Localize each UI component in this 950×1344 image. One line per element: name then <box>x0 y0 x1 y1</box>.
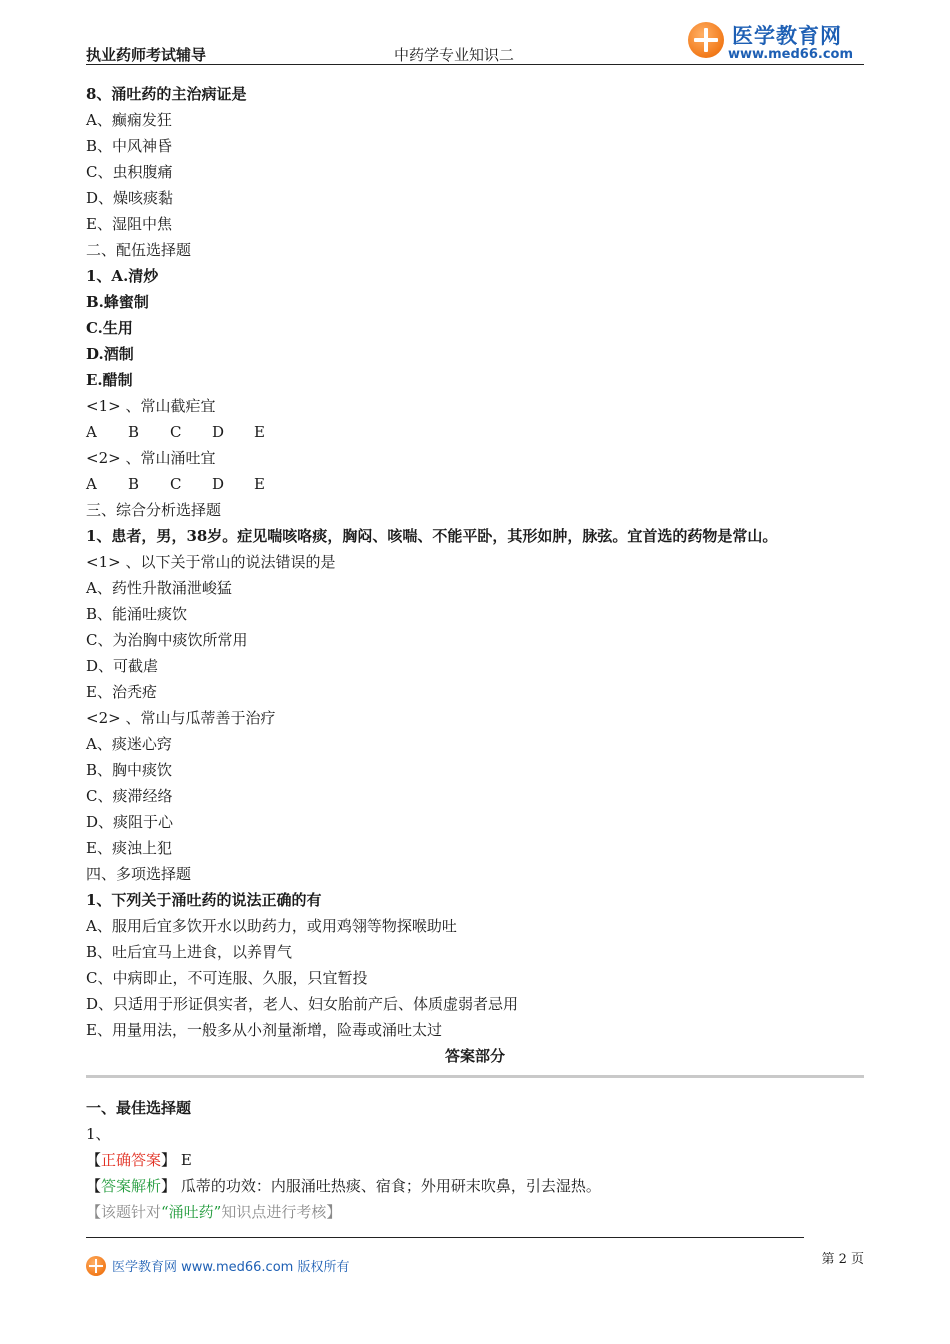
case-sub2-option-c: C、痰滞经络 <box>86 787 173 805</box>
match-choice-a: 1、A.清炒 <box>86 267 159 285</box>
answer-analysis-row <box>86 1173 864 1199</box>
letter-b: B <box>128 475 140 493</box>
case-sub1-option-e: E、治秃疮 <box>86 683 157 701</box>
answers-divider <box>86 1069 864 1085</box>
case-sub1-option-d: D、可截虐 <box>86 657 159 675</box>
kp-suffix: 知识点进行考核】 <box>221 1203 342 1221</box>
footer-copyright[interactable]: 医学教育网 www.med66.com 版权所有 <box>112 1260 350 1275</box>
match-sub-2-letters <box>86 471 864 497</box>
correct-answer-value: E <box>180 1151 192 1169</box>
case-sub-question-2: <2> 、常山与瓜蒂善于治疗 <box>86 709 276 727</box>
footer-logo-icon <box>86 1256 106 1276</box>
q8-option-b: B、中风神昏 <box>86 137 173 155</box>
case-sub2-option-e: E、痰浊上犯 <box>86 839 172 857</box>
match-choice-d: D.酒制 <box>86 345 134 363</box>
answer-item-number: 1、 <box>86 1125 111 1143</box>
case-sub2-option-a: A、痰迷心窍 <box>86 735 172 753</box>
kp-prefix: 【该题针对 <box>86 1203 162 1221</box>
page-number: 第 2 页 <box>821 1252 864 1267</box>
match-choice-b: B.蜂蜜制 <box>86 293 149 311</box>
match-sub-1-letters <box>86 419 864 445</box>
letter-e: E <box>254 475 265 493</box>
multi-option-e: E、用量用法，一般多从小剂量渐增，险毒或涌吐太过 <box>86 1021 442 1039</box>
case-description: 1、患者，男，38岁。症见喘咳咯痰，胸闷、咳喘、不能平卧，其形如肿，脉弦。宜首选的药物是常山。 <box>86 527 778 545</box>
letter-a: A <box>86 475 97 493</box>
match-sub-question-2: <2> 、常山涌吐宜 <box>86 449 216 467</box>
site-logo[interactable] <box>688 20 864 64</box>
header-left-title: 执业药师考试辅导 <box>86 46 207 64</box>
kp-topic-link[interactable]: “涌吐药” <box>161 1203 222 1221</box>
answers-section-1-title: 一、最佳选择题 <box>86 1099 192 1117</box>
q8-option-a: A、癫痫发狂 <box>86 111 172 129</box>
multi-option-b: B、吐后宜马上进食，以养胃气 <box>86 943 293 961</box>
correct-answer-label: 【正确答案】 <box>86 1151 177 1169</box>
logo-cross-icon <box>688 22 724 58</box>
q8-option-d: D、燥咳痰黏 <box>86 189 174 207</box>
page-header <box>86 0 864 66</box>
answers-title: 答案部分 <box>444 1047 505 1065</box>
match-sub-question-1: <1> 、常山截疟宜 <box>86 397 216 415</box>
multi-option-d: D、只适用于形证俱实者，老人、妇女胎前产后、体质虚弱者忌用 <box>86 995 519 1013</box>
analysis-text: 瓜蒂的功效：内服涌吐热痰、宿食；外用研末吹鼻，引去湿热。 <box>180 1177 601 1195</box>
case-sub2-option-d: D、痰阻于心 <box>86 813 174 831</box>
letter-a: A <box>86 423 97 441</box>
logo-name: 医学教育网 <box>732 24 842 48</box>
case-sub2-option-b: B、胸中痰饮 <box>86 761 173 779</box>
match-choice-c: C.生用 <box>86 319 133 337</box>
q8-option-c: C、虫积腹痛 <box>86 163 173 181</box>
correct-answer-label-text: 正确答案 <box>101 1151 162 1169</box>
letter-b: B <box>128 423 140 441</box>
spacer <box>86 1085 864 1095</box>
letter-d: D <box>212 475 225 493</box>
letter-c: C <box>170 475 182 493</box>
section-3-title: 三、综合分析选择题 <box>86 501 222 519</box>
logo-url: www.med66.com <box>728 47 854 62</box>
document-body <box>86 81 864 1225</box>
match-choice-e: E.醋制 <box>86 371 133 389</box>
section-2-title: 二、配伍选择题 <box>86 241 192 259</box>
footer-divider <box>86 1237 804 1238</box>
knowledge-point-note <box>86 1199 864 1225</box>
case-sub-question-1: <1> 、以下关于常山的说法错误的是 <box>86 553 336 571</box>
q8-option-e: E、湿阻中焦 <box>86 215 172 233</box>
letter-d: D <box>212 423 225 441</box>
letter-e: E <box>254 423 265 441</box>
case-sub1-option-b: B、能涌吐痰饮 <box>86 605 188 623</box>
correct-answer-row <box>86 1147 864 1173</box>
case-sub1-option-c: C、为治胸中痰饮所常用 <box>86 631 248 649</box>
header-subject-title: 中药学专业知识二 <box>394 46 515 64</box>
section-4-title: 四、多项选择题 <box>86 865 192 883</box>
question-8-stem: 8、涌吐药的主治病证是 <box>86 85 247 103</box>
header-divider <box>86 64 864 65</box>
multi-option-c: C、中病即止，不可连服、久服，只宜暂投 <box>86 969 368 987</box>
multi-option-a: A、服用后宜多饮开水以助药力，或用鸡翎等物探喉助吐 <box>86 917 457 935</box>
multi-question-stem: 1、下列关于涌吐药的说法正确的有 <box>86 891 322 909</box>
letter-c: C <box>170 423 182 441</box>
analysis-label: 【答案解析】 <box>86 1177 177 1195</box>
analysis-label-text: 答案解析 <box>101 1177 162 1195</box>
case-sub1-option-a: A、药性升散涌泄峻猛 <box>86 579 232 597</box>
